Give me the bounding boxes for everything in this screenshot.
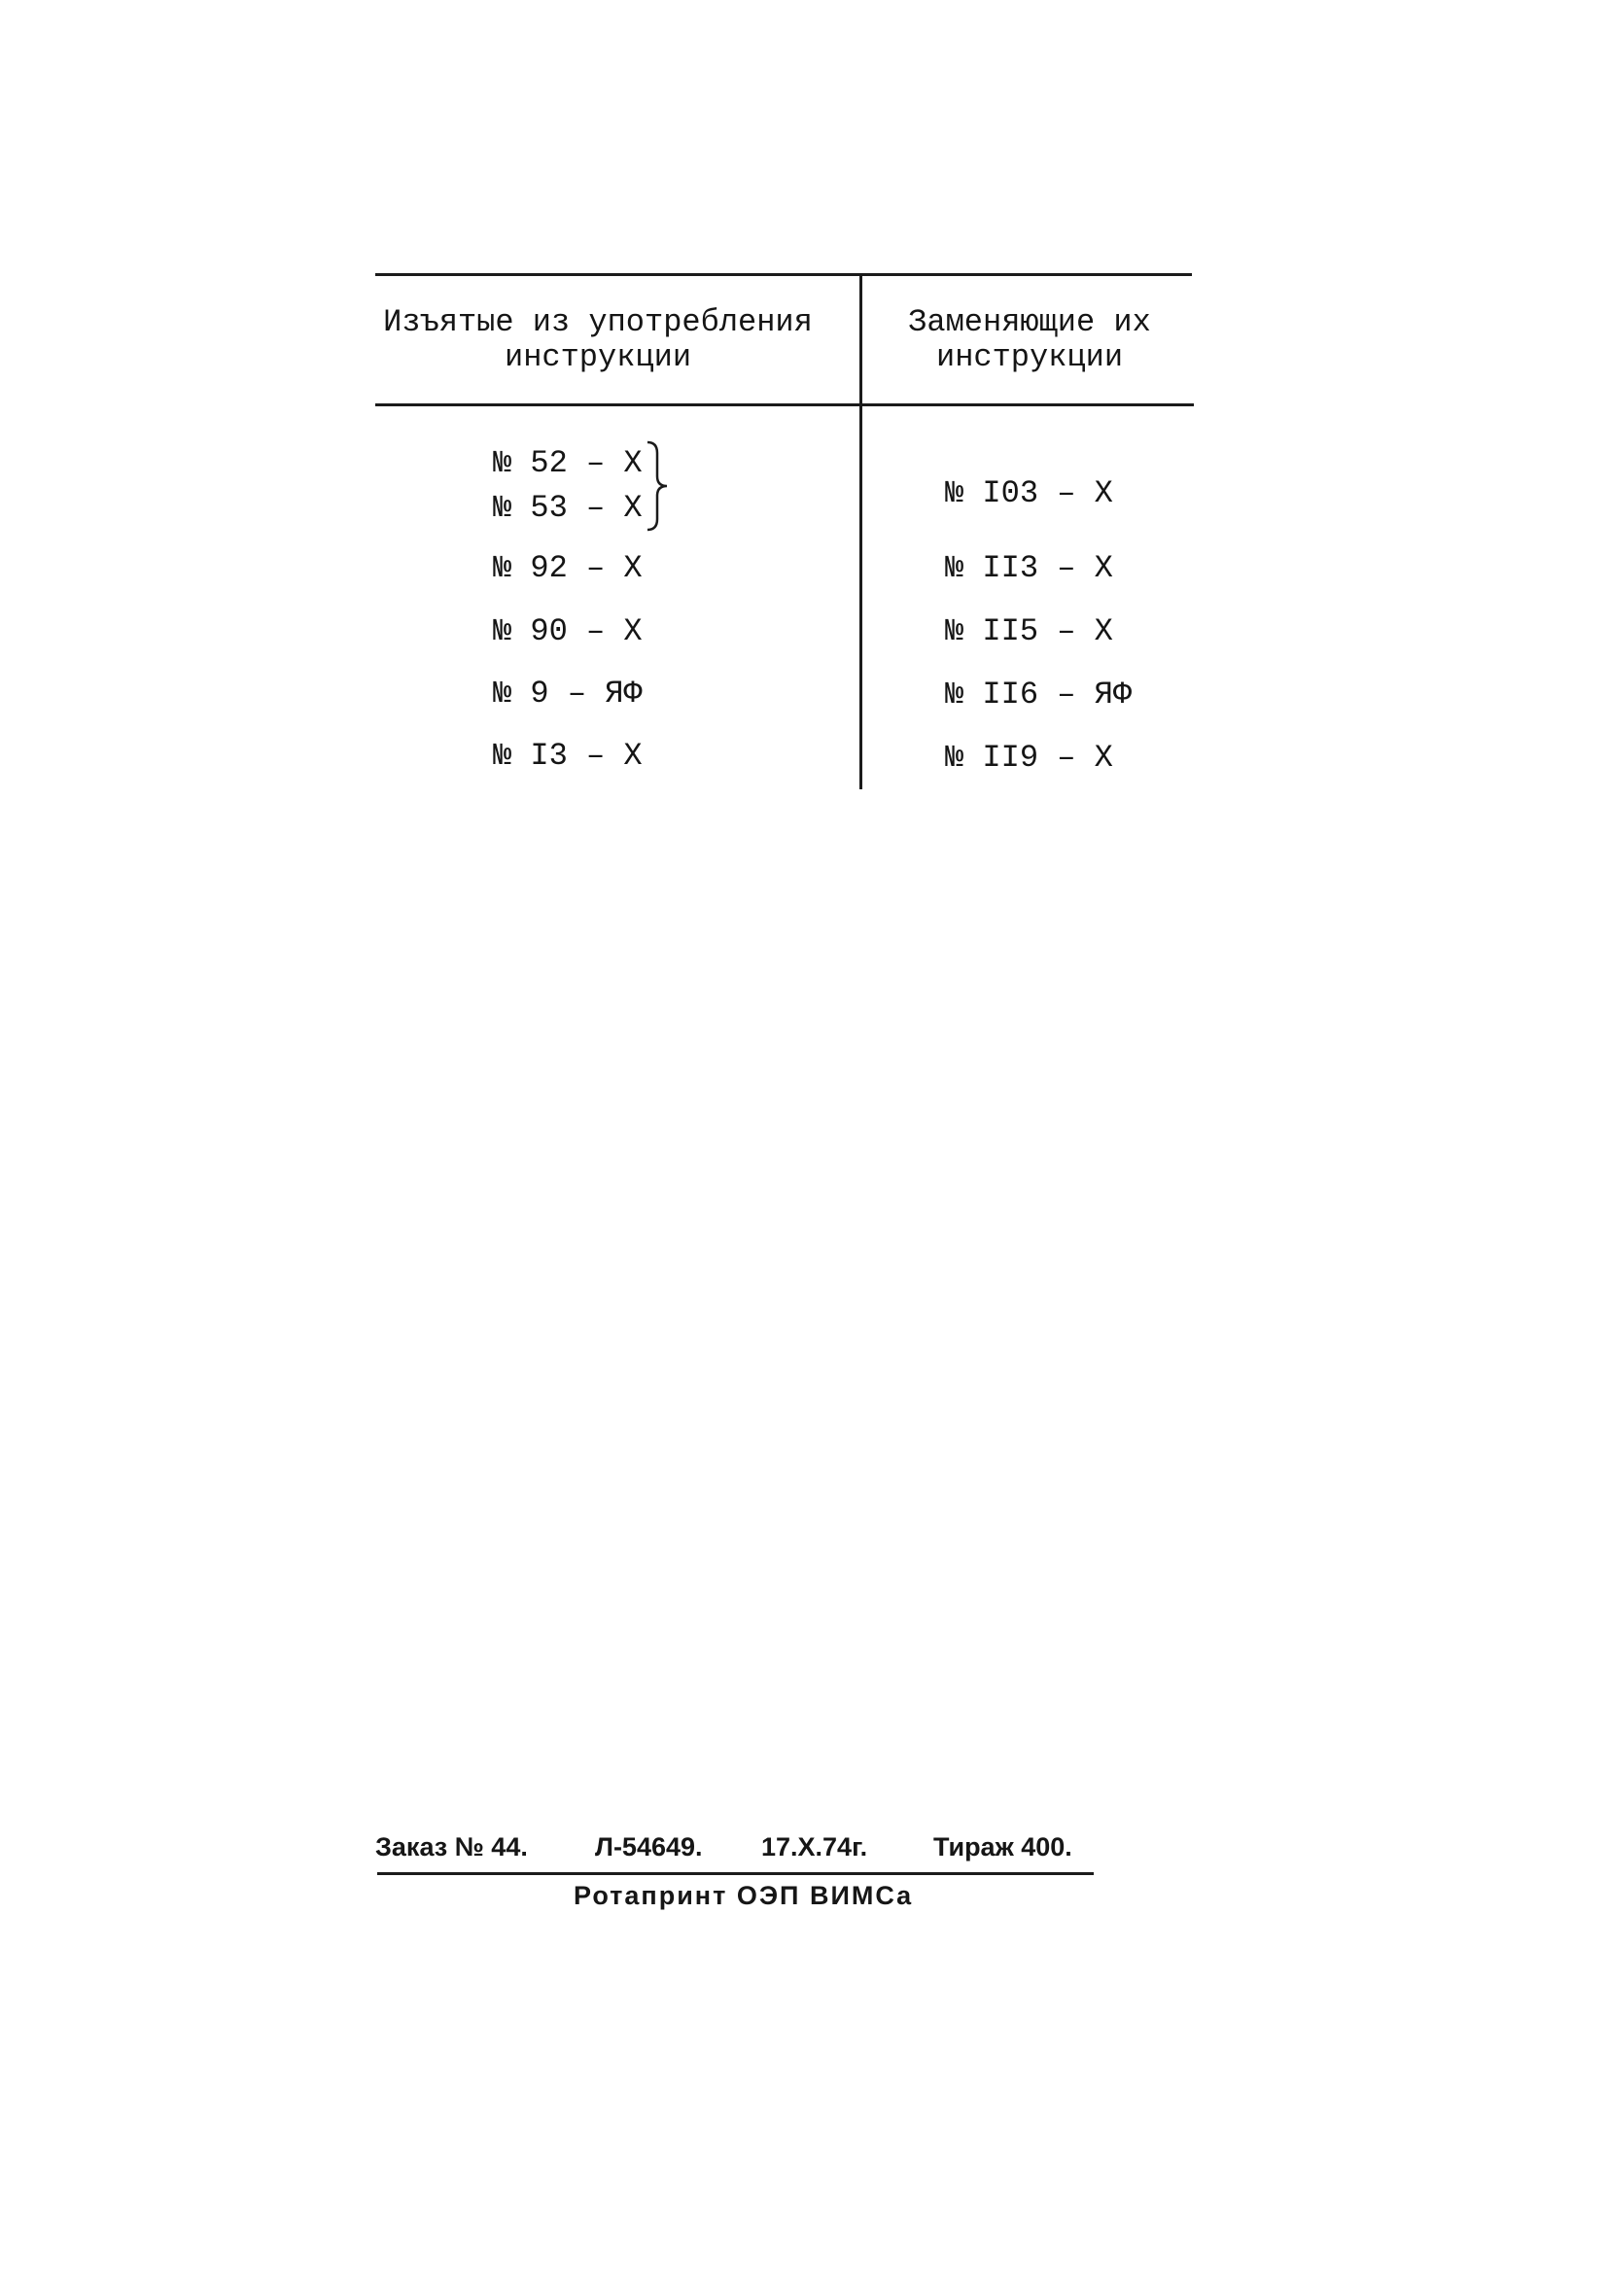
withdrawn-item: № 90 – Х: [493, 613, 643, 649]
footer-date: 17.Х.74г.: [761, 1832, 868, 1861]
grouping-brace: [646, 439, 671, 533]
withdrawn-item: № I3 – Х: [493, 738, 643, 774]
withdrawn-item: № 92 – Х: [493, 550, 643, 586]
header-replacing-instructions: [875, 305, 1184, 375]
replacing-item: № II9 – Х: [945, 740, 1113, 776]
replacing-item: № II5 – Х: [945, 613, 1113, 649]
withdrawn-item: № 52 – Х: [493, 445, 643, 481]
table-column-divider: [859, 274, 862, 789]
header-replacing-line-2: инструкции: [935, 339, 1124, 375]
footer-order-number: Заказ № 44.: [375, 1832, 528, 1861]
footer-license-number: Л-54649.: [595, 1832, 703, 1861]
replacing-item: № II3 – Х: [945, 550, 1113, 586]
table-top-rule: [375, 273, 1192, 276]
header-withdrawn-line-1: Изъятые из употребления: [383, 304, 813, 340]
footer-print-run: Тираж 400.: [933, 1832, 1072, 1861]
header-replacing-line-1: Заменяющие их: [908, 304, 1151, 340]
replacing-item: № II6 – ЯФ: [945, 677, 1133, 713]
withdrawn-item: № 53 – Х: [493, 490, 643, 526]
replacing-item: № I03 – Х: [945, 475, 1113, 511]
header-withdrawn-instructions: [372, 305, 823, 375]
table-header-rule: [375, 403, 1194, 406]
header-withdrawn-line-2: инструкции: [504, 339, 692, 375]
footer-printer: Ротапринт ОЭП ВИМСа: [574, 1881, 914, 1910]
brace-path: [647, 442, 667, 530]
withdrawn-item: № 9 – ЯФ: [493, 676, 643, 712]
footer-rule: [377, 1872, 1094, 1875]
